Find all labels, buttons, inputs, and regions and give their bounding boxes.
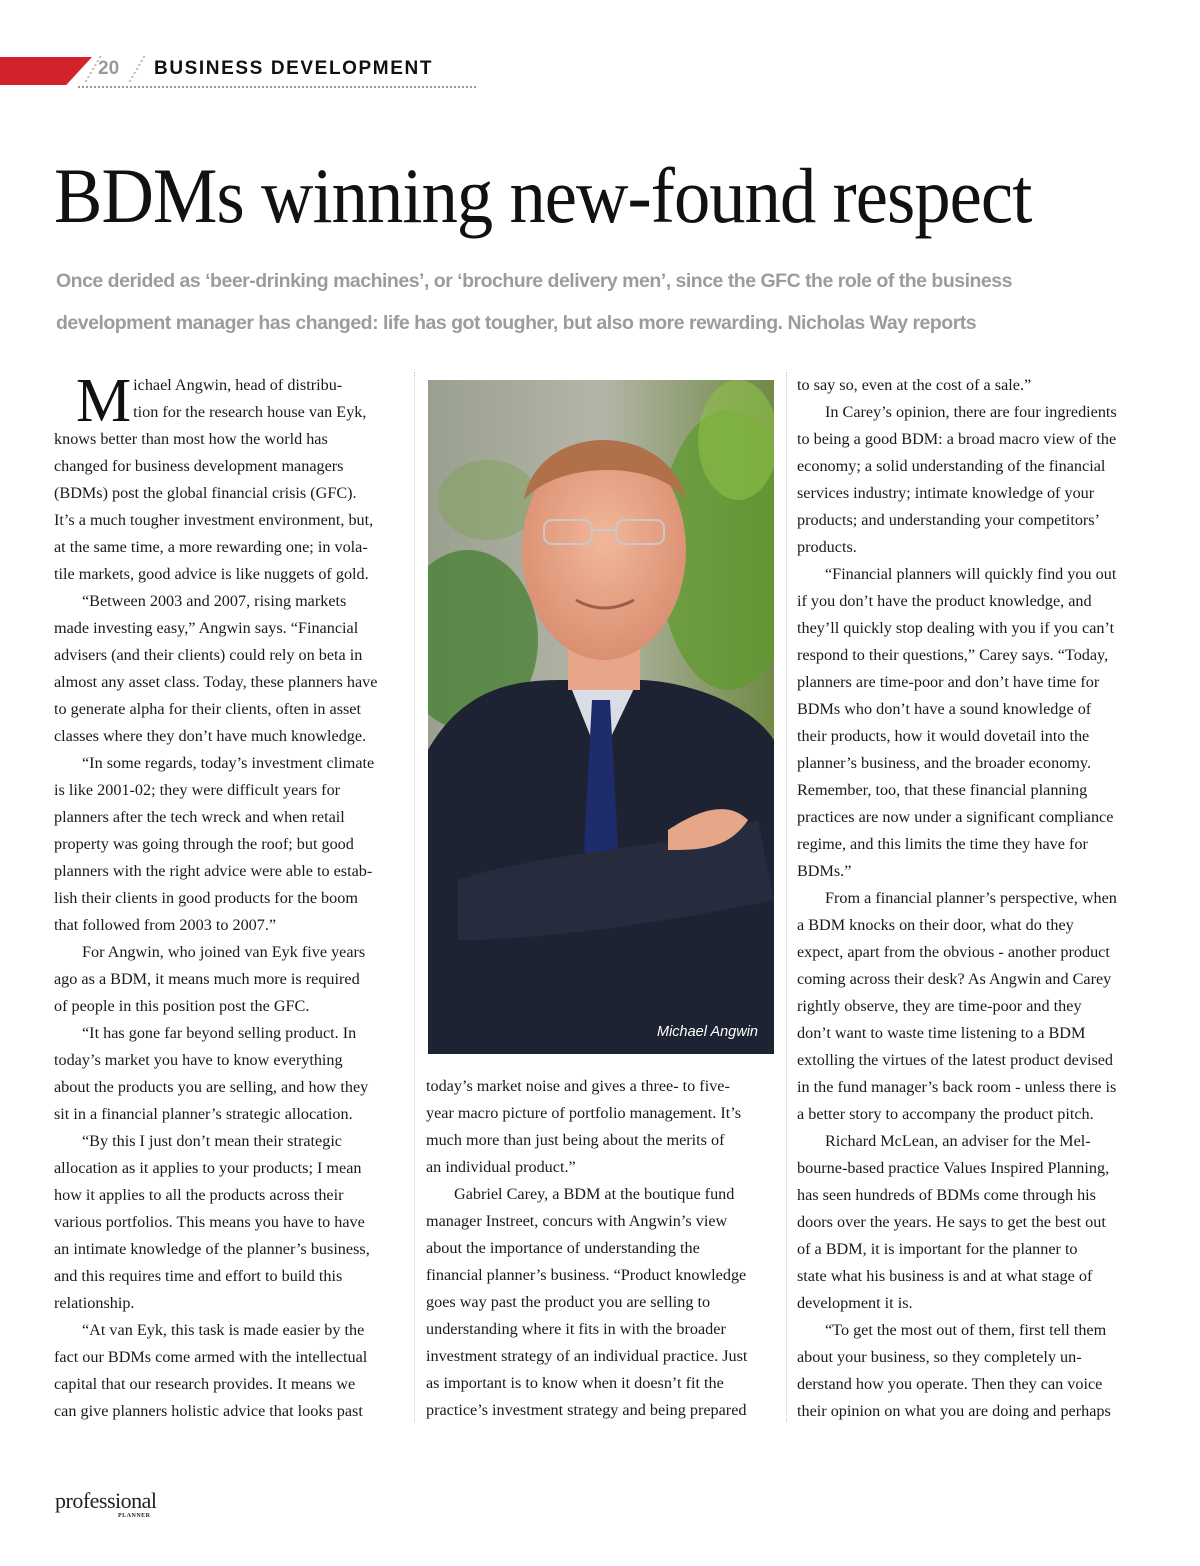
text-line: classes where they don’t have much knowledge.: [54, 727, 367, 745]
text-line: ichael Angwin, head of distribu-: [133, 376, 343, 394]
text-line: property was going through the roof; but good: [54, 835, 354, 853]
text-line: ago as a BDM, it means much more is required: [54, 970, 360, 988]
text-line: if you don’t have the product knowledge, and: [797, 592, 1092, 610]
text-line: to being a good BDM: a broad macro view of the: [797, 430, 1117, 448]
text-line: “To get the most out of them, first tell them: [825, 1321, 1107, 1339]
text-line: an intimate knowledge of the planner’s business,: [54, 1240, 370, 1258]
text-line: manager Instreet, concurs with Angwin’s view: [426, 1212, 728, 1230]
text-line: tion for the research house van Eyk,: [133, 403, 367, 421]
column-divider: [414, 372, 415, 1422]
column-middle: [426, 1073, 776, 1424]
text-line: to generate alpha for their clients, often in asset: [54, 700, 361, 718]
text-line: planners with the right advice were able to estab-: [54, 862, 373, 880]
standfirst-line: development manager has changed: life has got tougher, but also more rewarding. Nicholas Way reports: [56, 312, 977, 334]
drop-cap: M: [76, 367, 132, 435]
text-line: understanding where it fits in with the broader: [426, 1320, 726, 1338]
text-line: Richard McLean, an adviser for the Mel-: [825, 1132, 1091, 1150]
text-line: practices are now under a significant compliance: [797, 808, 1114, 826]
text-line: a better story to accompany the product pitch.: [797, 1105, 1094, 1123]
text-line: “At van Eyk, this task is made easier by the: [82, 1321, 365, 1339]
text-line: sit in a financial planner’s strategic allocation.: [54, 1105, 353, 1123]
text-line: that followed from 2003 to 2007.”: [54, 916, 277, 934]
section-label: BUSINESS DEVELOPMENT: [154, 58, 434, 79]
text-line: made investing easy,” Angwin says. “Financial: [54, 619, 359, 637]
text-line: can give planners holistic advice that looks past: [54, 1402, 363, 1420]
text-line: about the products you are selling, and how they: [54, 1078, 369, 1096]
text-line: their opinion on what you are doing and perhaps: [797, 1402, 1111, 1420]
standfirst-line: Once derided as ‘beer-drinking machines’, or ‘brochure delivery men’, since the GFC the role of the business: [56, 270, 1012, 292]
text-line: “Between 2003 and 2007, rising markets: [82, 592, 347, 610]
text-line: lish their clients in good products for the boom: [54, 889, 358, 907]
column-left: [54, 367, 404, 1425]
standfirst: [56, 260, 1146, 344]
text-line: services industry; intimate knowledge of your: [797, 484, 1095, 502]
section-header: [0, 52, 480, 92]
text-line: For Angwin, who joined van Eyk five years: [82, 943, 366, 961]
text-line: expect, apart from the obvious - another product: [797, 943, 1110, 961]
text-line: development it is.: [797, 1294, 913, 1312]
text-line: bourne-based practice Values Inspired Planning,: [797, 1159, 1110, 1177]
text-line: and this requires time and effort to build this: [54, 1267, 343, 1285]
logo-subtitle: PLANNER: [118, 1513, 151, 1519]
text-line: about your business, so they completely un-: [797, 1348, 1082, 1366]
dotted-slash: [128, 56, 155, 82]
text-line: “In some regards, today’s investment climate: [82, 754, 375, 772]
text-line: of people in this position post the GFC.: [54, 997, 310, 1015]
photo-caption: Michael Angwin: [656, 1024, 758, 1040]
text-line: year macro picture of portfolio management. It’s: [426, 1104, 742, 1122]
text-line: practice’s investment strategy and being prepared: [426, 1401, 747, 1419]
text-line: planners are time-poor and don’t have time for: [797, 673, 1100, 691]
text-line: From a financial planner’s perspective, when: [825, 889, 1117, 907]
text-line: In Carey’s opinion, there are four ingredients: [825, 403, 1117, 421]
portrait-illustration: [428, 380, 774, 1054]
text-line: “By this I just don’t mean their strategic: [82, 1132, 342, 1150]
text-line: is like 2001-02; they were difficult years for: [54, 781, 341, 799]
text-line: today’s market noise and gives a three- to five-: [426, 1077, 730, 1095]
text-line: knows better than most how the world has: [54, 430, 328, 448]
text-line: has seen hundreds of BDMs come through his: [797, 1186, 1096, 1204]
column-divider: [786, 372, 787, 1422]
text-line: an individual product.”: [426, 1158, 576, 1176]
text-line: Gabriel Carey, a BDM at the boutique fund: [454, 1185, 735, 1203]
text-line: “It has gone far beyond selling product. In: [82, 1024, 357, 1042]
text-line: capital that our research provides. It means we: [54, 1375, 356, 1393]
text-line: of a BDM, it is important for the planner to: [797, 1240, 1078, 1258]
dotted-rule: [78, 86, 476, 88]
text-line: BDMs.”: [797, 862, 852, 880]
text-line: economy; a solid understanding of the financial: [797, 457, 1106, 475]
portrait-photo: [428, 380, 774, 1054]
text-line: tile markets, good advice is like nuggets of gold.: [54, 565, 369, 583]
text-line: how it applies to all the products across their: [54, 1186, 344, 1204]
text-line: planner’s business, and the broader economy.: [797, 754, 1091, 772]
text-line: investment strategy of an individual practice. Just: [426, 1347, 748, 1365]
text-line: don’t want to waste time listening to a BDM: [797, 1024, 1086, 1042]
text-line: a BDM knocks on their door, what do they: [797, 916, 1074, 934]
accent-bar: [0, 57, 92, 85]
opening-paragraph: [54, 367, 404, 435]
text-line: almost any asset class. Today, these planners have: [54, 673, 378, 691]
text-line: goes way past the product you are selling to: [426, 1293, 711, 1311]
text-line: planners after the tech wreck and when retail: [54, 808, 345, 826]
text-line: allocation as it applies to your products; I mean: [54, 1159, 362, 1177]
text-line: rightly observe, they are time-poor and they: [797, 997, 1082, 1015]
text-line: doors over the years. He says to get the best out: [797, 1213, 1106, 1231]
text-line: extolling the virtues of the latest product devised: [797, 1051, 1114, 1069]
text-line: their products, how it would dovetail into the: [797, 727, 1090, 745]
text-line: much more than just being about the merits of: [426, 1131, 725, 1149]
text-line: various portfolios. This means you have to have: [54, 1213, 365, 1231]
text-line: BDMs who don’t have a sound knowledge of: [797, 700, 1092, 718]
text-line: to say so, even at the cost of a sale.”: [797, 376, 1032, 394]
text-line: (BDMs) post the global financial crisis (GFC).: [54, 484, 357, 502]
text-line: coming across their desk? As Angwin and Carey: [797, 970, 1112, 988]
text-line: respond to their questions,” Carey says. “Today,: [797, 646, 1109, 664]
text-line: Remember, too, that these financial planning: [797, 781, 1088, 799]
text-line: financial planner’s business. “Product knowledge: [426, 1266, 747, 1284]
column-right: [797, 372, 1147, 1425]
text-line: products.: [797, 538, 857, 556]
text-line: derstand how you operate. Then they can voice: [797, 1375, 1103, 1393]
text-line: state what his business is and at what stage of: [797, 1267, 1093, 1285]
text-line: advisers (and their clients) could rely on beta in: [54, 646, 363, 664]
text-line: “Financial planners will quickly find you out: [825, 565, 1117, 583]
text-line: fact our BDMs come armed with the intellectual: [54, 1348, 368, 1366]
text-line: at the same time, a more rewarding one; in vola-: [54, 538, 368, 556]
text-line: in the fund manager’s back room - unless there is: [797, 1078, 1117, 1096]
logo-wordmark: professional: [55, 1488, 157, 1513]
text-line: regime, and this limits the time they have for: [797, 835, 1088, 853]
text-line: products; and understanding your competitors’: [797, 511, 1101, 529]
text-line: today’s market you have to know everything: [54, 1051, 343, 1069]
text-line: changed for business development managers: [54, 457, 344, 475]
page-number: 20: [98, 58, 120, 79]
text-line: about the importance of understanding the: [426, 1239, 700, 1257]
article-title: BDMs winning new-found respect: [54, 152, 1032, 239]
text-line: relationship.: [54, 1294, 135, 1312]
text-line: as important is to know when it doesn’t fit the: [426, 1374, 724, 1392]
text-line: they’ll quickly stop dealing with you if you can’t: [797, 619, 1115, 637]
text-line: It’s a much tougher investment environment, but,: [54, 511, 374, 529]
